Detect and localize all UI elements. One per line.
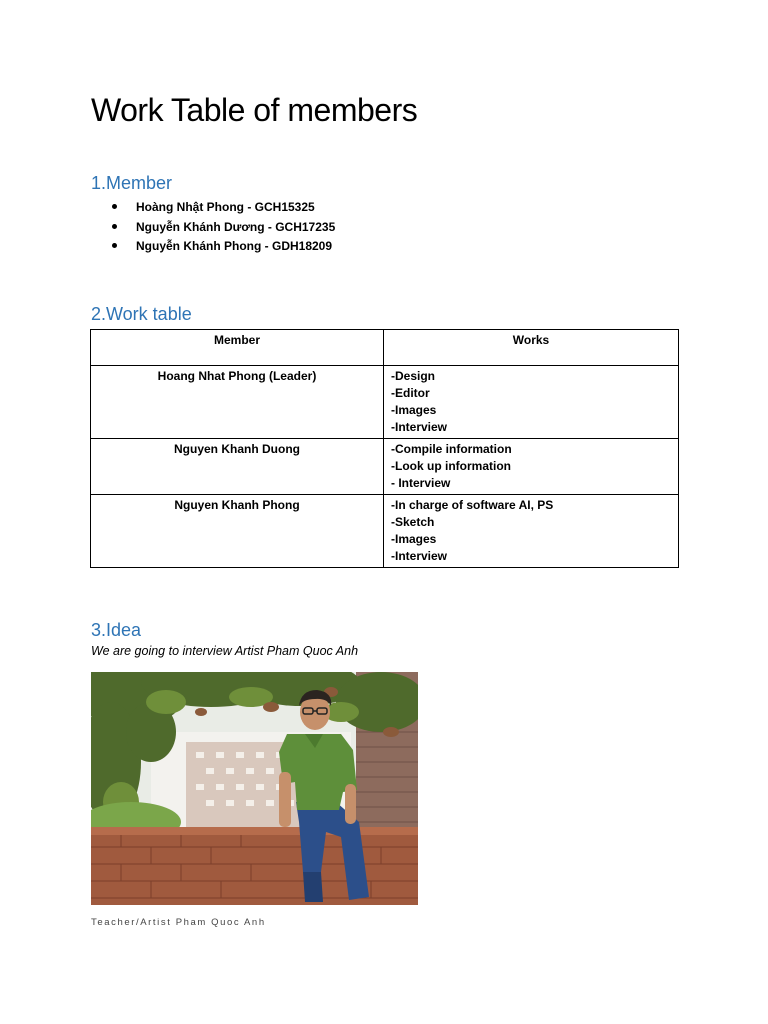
work-table-section-heading: 2.Work table <box>91 304 192 324</box>
member-cell: Nguyen Khanh Phong <box>91 495 384 568</box>
work-item: -In charge of software AI, PS <box>391 498 554 512</box>
member-name: Nguyễn Khánh Phong - GDH18209 <box>136 239 333 253</box>
artist-photo <box>91 672 418 905</box>
works-cell <box>384 495 679 568</box>
bullet-icon <box>112 204 117 209</box>
work-item: -Sketch <box>391 515 435 529</box>
work-item: -Interview <box>391 549 448 563</box>
work-item: -Editor <box>391 386 430 400</box>
bullet-icon <box>112 224 117 229</box>
page-title: Work Table of members <box>91 92 418 128</box>
work-item: -Images <box>391 532 437 546</box>
work-item: -Look up information <box>391 459 511 473</box>
work-item: -Compile information <box>391 442 512 456</box>
idea-section-heading: 3.Idea <box>91 620 142 640</box>
member-list <box>108 199 335 258</box>
works-cell <box>384 439 679 495</box>
column-header-member: Member <box>91 330 384 366</box>
member-cell: Hoang Nhat Phong (Leader) <box>91 366 384 439</box>
list-item <box>108 219 335 239</box>
table-row <box>91 495 679 568</box>
work-item: - Interview <box>391 476 451 490</box>
work-table <box>90 329 679 568</box>
idea-text: We are going to interview Artist Pham Quoc Anh <box>91 644 359 658</box>
table-row <box>91 366 679 439</box>
work-item: -Design <box>391 369 436 383</box>
table-header-row <box>91 330 679 366</box>
work-item: -Images <box>391 403 437 417</box>
list-item <box>108 238 335 258</box>
member-name: Nguyễn Khánh Dương - GCH17235 <box>136 219 336 234</box>
photo-caption: Teacher/Artist Pham Quoc Anh <box>91 917 266 928</box>
column-header-works: Works <box>384 330 679 366</box>
member-section-heading: 1.Member <box>91 173 173 193</box>
member-name: Hoàng Nhật Phong - GCH15325 <box>136 200 315 214</box>
list-item <box>108 199 335 219</box>
work-item: -Interview <box>391 420 448 434</box>
member-cell: Nguyen Khanh Duong <box>91 439 384 495</box>
bullet-icon <box>112 243 117 248</box>
table-row <box>91 439 679 495</box>
works-cell <box>384 366 679 439</box>
